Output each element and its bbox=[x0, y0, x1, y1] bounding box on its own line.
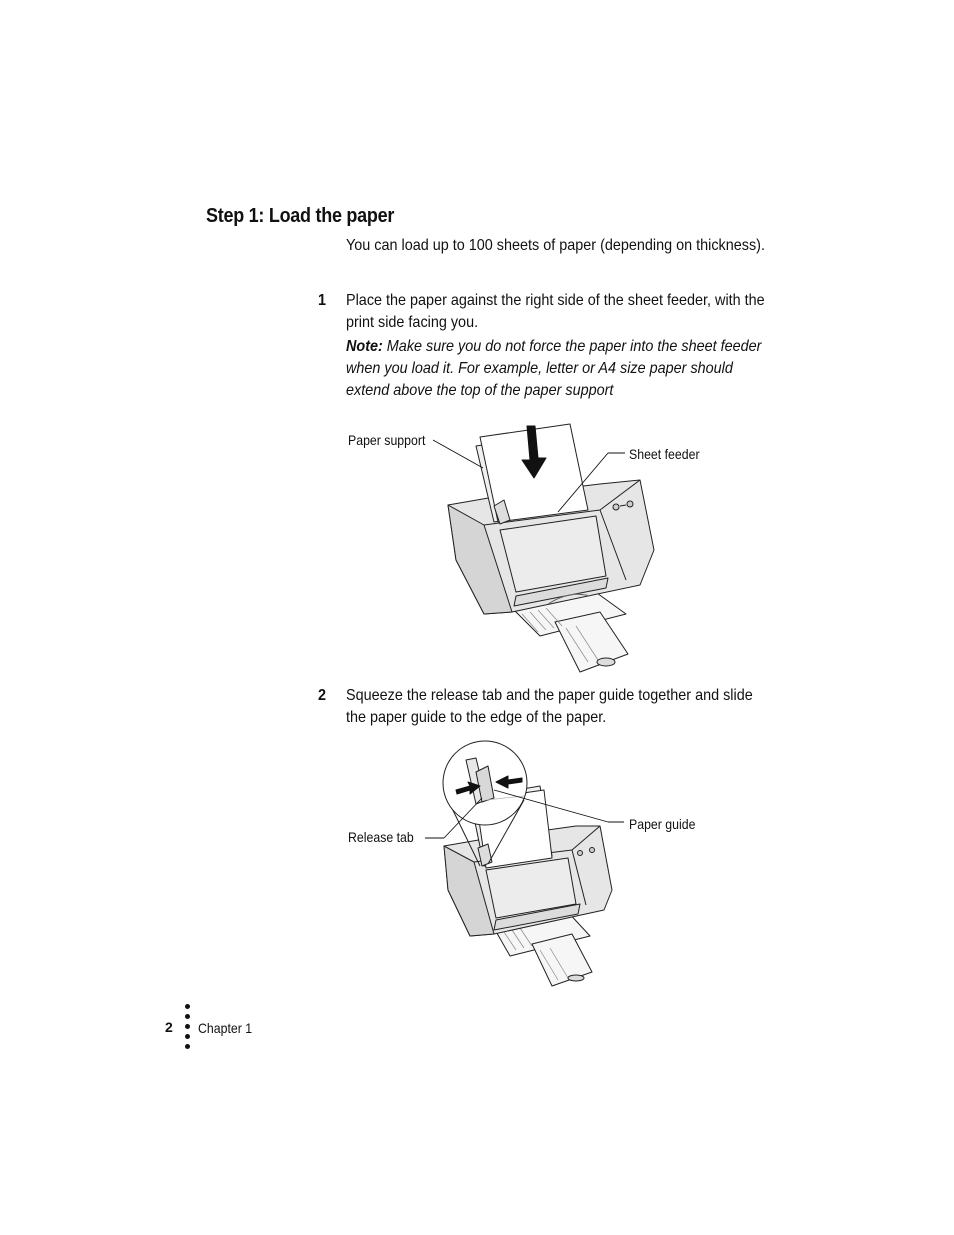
chapter-label: Chapter 1 bbox=[198, 1020, 253, 1036]
step-1-number: 1 bbox=[318, 292, 327, 309]
step-1-text: Place the paper against the right side of the sheet feeder, with the print side facing you. bbox=[346, 292, 765, 331]
note-label: Note: bbox=[346, 338, 383, 355]
note-text: Make sure you do not force the paper into the sheet feeder when you load it. For example, letter or A4 size paper should extend above the top of the paper support bbox=[346, 338, 762, 399]
intro-paragraph: You can load up to 100 sheets of paper (depending on thickness). bbox=[346, 237, 765, 254]
section-heading: Step 1: Load the paper bbox=[206, 205, 395, 227]
step-1-note bbox=[346, 336, 769, 402]
label-sheet-feeder: Sheet feeder bbox=[629, 446, 700, 462]
page-number: 2 bbox=[165, 1019, 173, 1035]
step-2-number: 2 bbox=[318, 687, 327, 704]
printer-illustration-paper-guide bbox=[424, 738, 624, 994]
footer-dots-decoration bbox=[185, 1004, 190, 1054]
step-2-text: Squeeze the release tab and the paper guide together and slide the paper guide to the edge of the paper. bbox=[346, 687, 753, 726]
label-paper-support: Paper support bbox=[348, 432, 426, 448]
label-paper-guide: Paper guide bbox=[629, 816, 696, 832]
label-release-tab: Release tab bbox=[348, 829, 414, 845]
